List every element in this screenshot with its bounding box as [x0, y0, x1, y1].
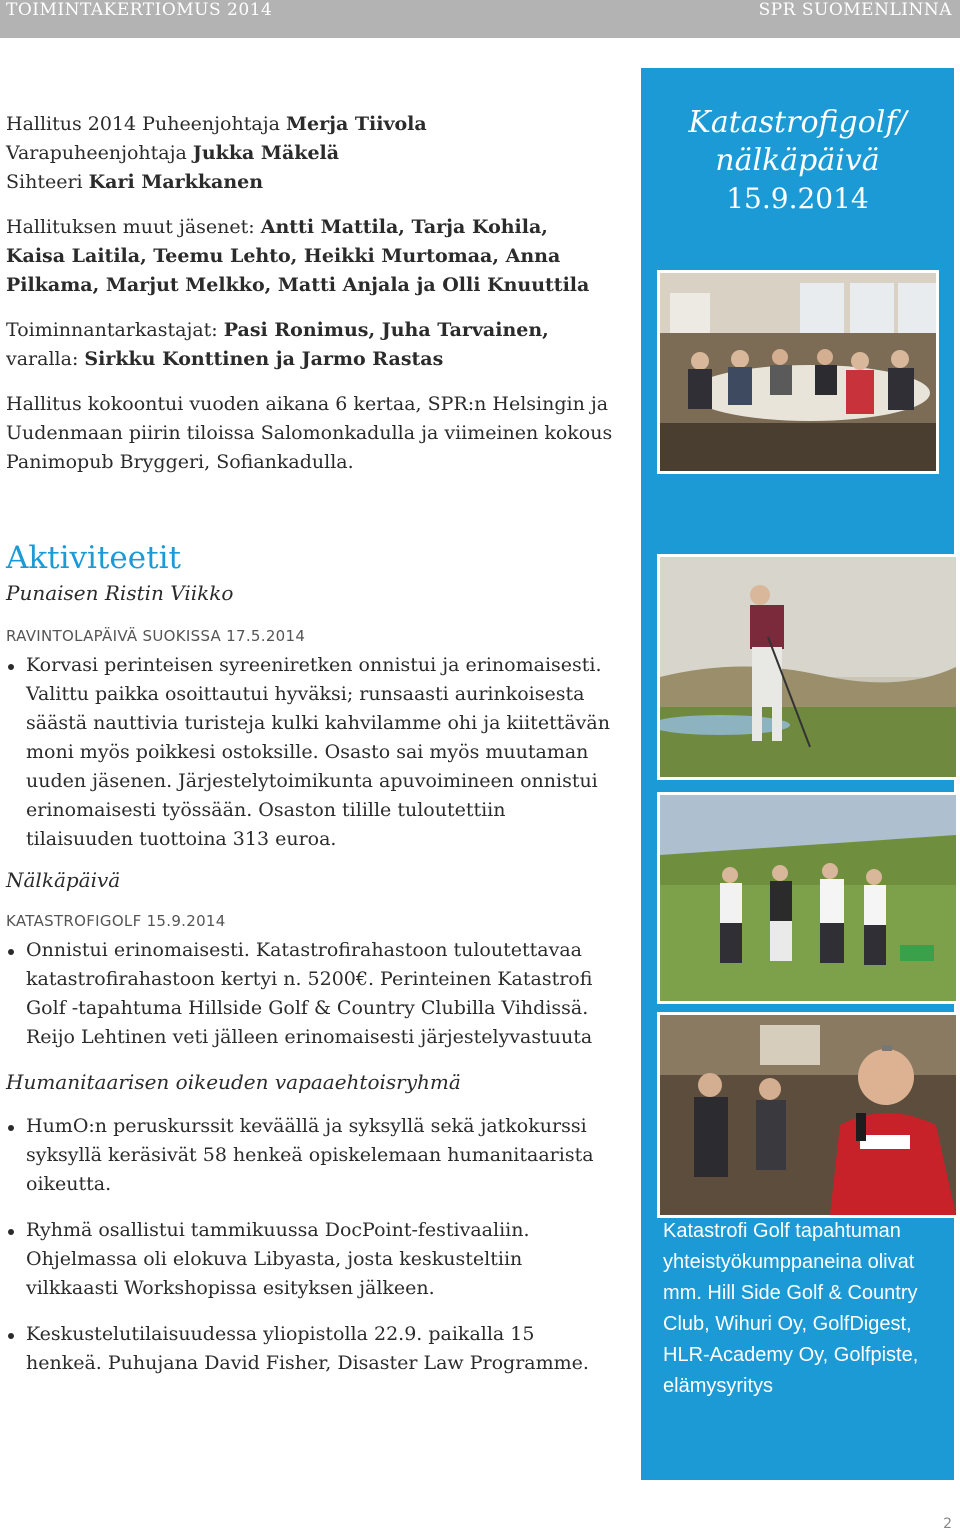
- list-item: Ryhmä osallistui tammikuussa DocPoint-festivaaliin. Ohjelmassa oli elokuva Libyasta, josta keskusteltiin vilkkaasti Workshopissa esityksen jälkeen.: [6, 1216, 606, 1303]
- page-number: 2: [943, 1516, 952, 1532]
- sidebar-panel: [641, 68, 954, 1480]
- board-members: Hallituksen muut jäsenet: Antti Mattila, Tarja Kohila, Kaisa Laitila, Teemu Lehto, Heikki Murtomaa, Anna Pilkama, Marjut Melkko, Matti Anjala ja Olli Knuuttila: [6, 216, 590, 296]
- activities-heading: Aktiviteetit: [6, 540, 181, 576]
- catastrophe-golf-list: [6, 936, 618, 1052]
- section-title-hunger-day: Nälkäpäivä: [6, 868, 121, 892]
- golf-group-image: [660, 795, 956, 1001]
- photo-golfer: [657, 554, 959, 780]
- photo-restaurant: [657, 270, 939, 474]
- main-content: [6, 110, 626, 1378]
- golfer-image: [660, 557, 956, 777]
- photo-golf-group: [657, 792, 959, 1004]
- auditor-deputies: varalla: Sirkku Konttinen ja Jarmo Rastas: [6, 348, 444, 370]
- list-item: Korvasi perinteisen syreeniretken onnistui ja erinomaisesti. Valittu paikka osoittautui hyväksi; runsaasti aurinkoisesta säästä nauttivia turisteja kulki kahvilamme ohi ja kiitettävän moni myös poikkesi ostoksille. Osasto sai myös muutaman uuden jäsenen. Järjestelytoimikunta apuvoimineen onnistui erinomaisesti työssään. Osaston tilille tuloutettiin tilaisuuden tuottoina 313 euroa.: [6, 651, 618, 854]
- photo-speaker: [657, 1012, 959, 1218]
- humanitarian-law-list: [6, 1112, 606, 1378]
- event-restaurant-day: RAVINTOLAPÄIVÄ SUOKISSA 17.5.2014: [6, 627, 306, 645]
- section-title-humanitarian-law: Humanitaarisen oikeuden vapaaehtoisryhmä: [6, 1070, 461, 1094]
- speaker-image: [660, 1015, 956, 1215]
- list-item: Onnistui erinomaisesti. Katastrofirahastoon tuloutettavaa katastrofirahastoon kertyi n. 5200€. Perinteinen Katastrofi Golf -tapahtuma Hillside Golf & Country Clubilla Vihdissä. Reijo Lehtinen veti jälleen erinomaisesti järjestelyvastuuta: [6, 936, 618, 1052]
- board-line-secretary: Sihteeri Kari Markkanen: [6, 171, 264, 193]
- restaurant-day-list: [6, 651, 618, 854]
- section-title-red-cross-week: Punaisen Ristin Viikko: [6, 581, 234, 605]
- board-line-chair: Hallitus 2014 Puheenjohtaja Merja Tiivola: [6, 113, 427, 135]
- sidebar-title: Katastrofigolf/ nälkäpäivä 15.9.2014: [688, 105, 907, 215]
- restaurant-image: [660, 273, 936, 471]
- organization-name: SPR SUOMENLINNA: [758, 0, 952, 20]
- auditors: Toiminnantarkastajat: Pasi Ronimus, Juha Tarvainen,: [6, 319, 549, 341]
- list-item: Keskustelutilaisuudessa yliopistolla 22.9. paikalla 15 henkeä. Puhujana David Fisher, Disaster Law Programme.: [6, 1320, 606, 1378]
- meetings-text: Hallitus kokoontui vuoden aikana 6 kertaa, SPR:n Helsingin ja Uudenmaan piirin tiloissa Salomonkadulla ja viimeinen kokous Panimopub Bryggeri, Sofiankadulla.: [6, 393, 613, 473]
- board-line-vice: Varapuheenjohtaja Jukka Mäkelä: [6, 142, 340, 164]
- page-header: [0, 0, 960, 38]
- list-item: HumO:n peruskurssit keväällä ja syksyllä sekä jatkokurssi syksyllä keräsivät 58 henkeä opiskelemaan humanitaarista oikeutta.: [6, 1112, 606, 1199]
- event-catastrophe-golf: KATASTROFIGOLF 15.9.2014: [6, 912, 226, 930]
- report-title: TOIMINTAKERTIOMUS 2014: [6, 0, 273, 20]
- sidebar-caption: Katastrofi Golf tapahtuman yhteistyökumppaneina olivat mm. Hill Side Golf & Country Club, Wihuri Oy, GolfDigest, HLR-Academy Oy, Golfpiste, elämysyritys: [663, 1220, 919, 1397]
